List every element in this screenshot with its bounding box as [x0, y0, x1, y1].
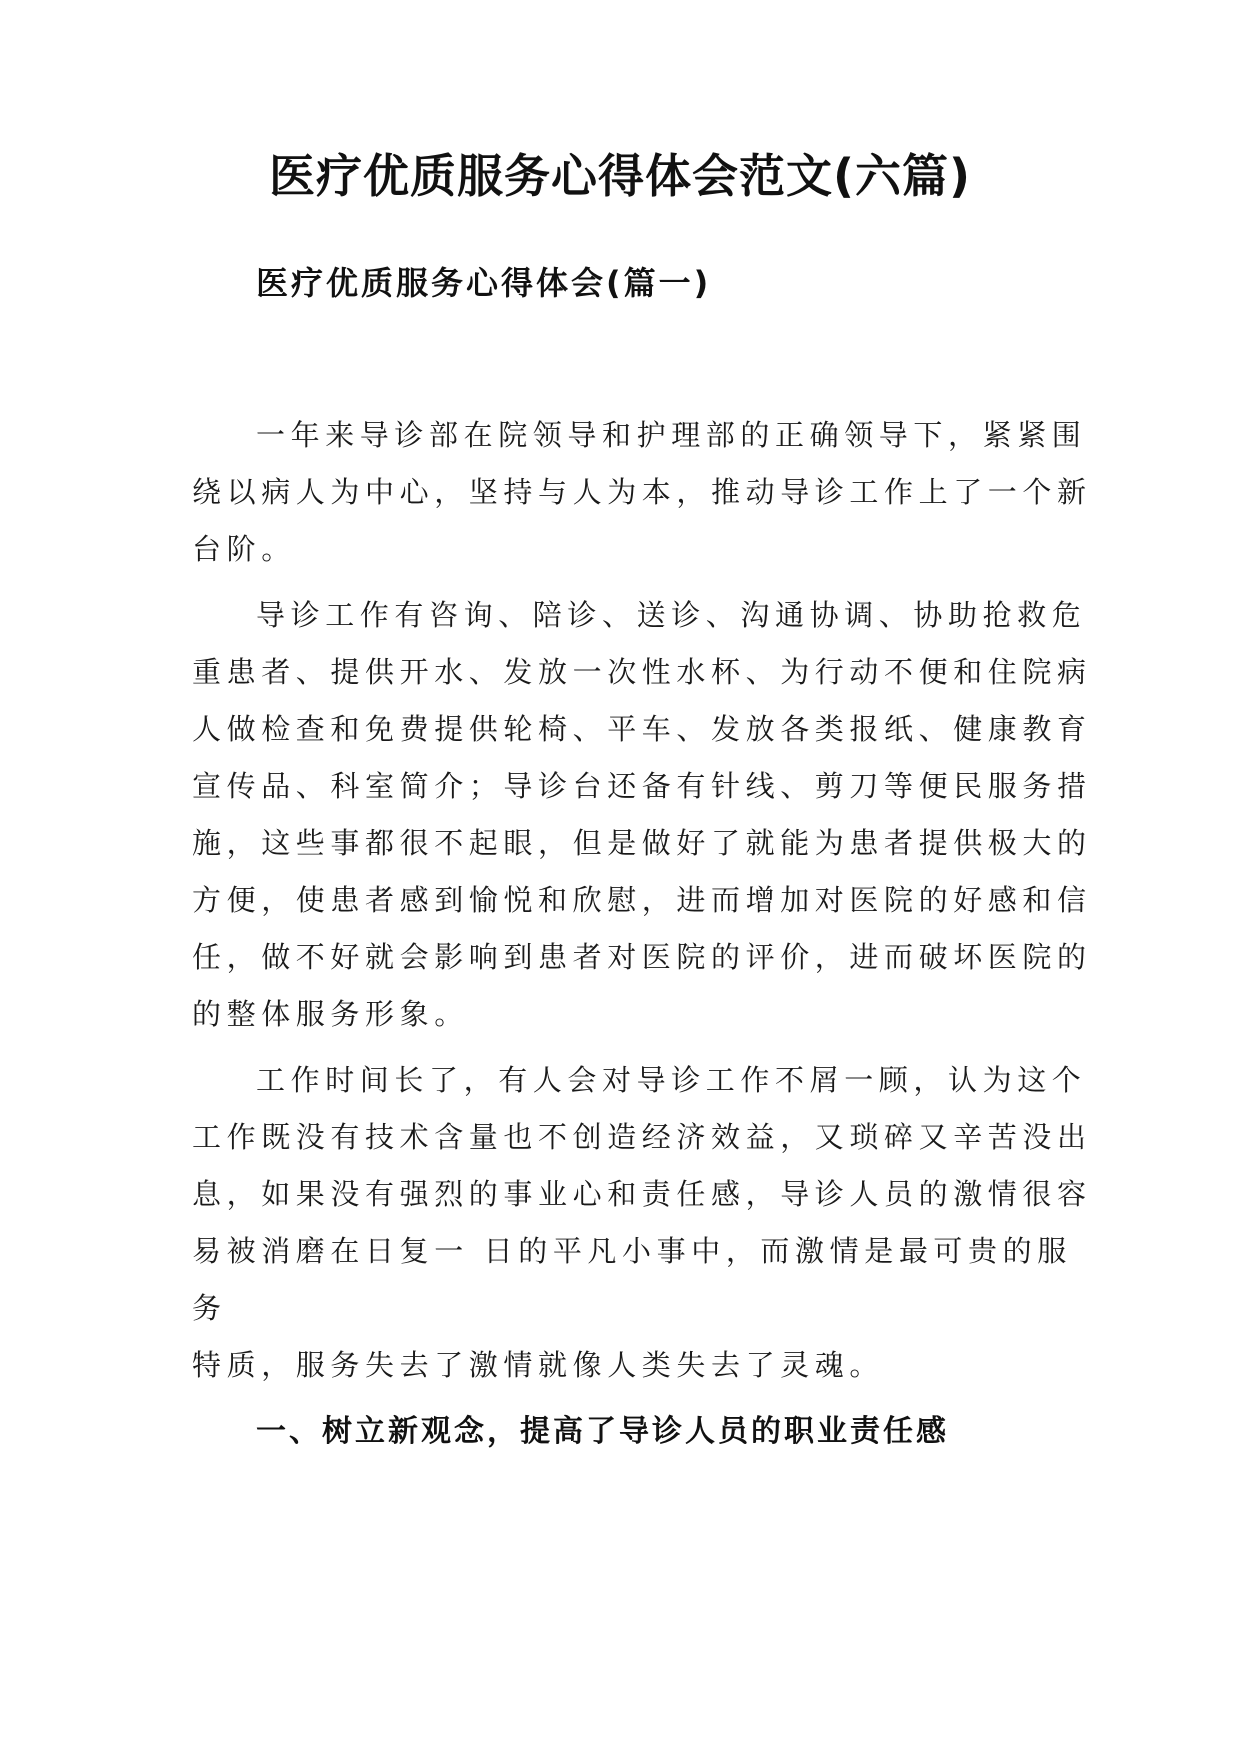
paragraph-line: 任，做不好就会影响到患者对医院的评价，进而破坏医院的: [192, 940, 1092, 974]
paragraph-line: 宣传品、科室简介；导诊台还备有针线、剪刀等便民服务措: [192, 769, 1092, 803]
paragraph-3: [192, 1052, 1092, 1394]
paragraph-line: 绕以病人为中心，坚持与人为本，推动导诊工作上了一个新: [192, 475, 1092, 509]
paragraph-line: 特质，服务失去了激情就像人类失去了灵魂。: [192, 1348, 885, 1382]
paragraph-line: 重患者、提供开水、发放一次性水杯、为行动不便和住院病: [192, 655, 1092, 689]
paragraph-line: 方便，使患者感到愉悦和欣慰，进而增加对医院的好感和信: [192, 883, 1092, 917]
section-title: 医疗优质服务心得体会(篇一): [256, 264, 712, 302]
paragraph-line: 工作既没有技术含量也不创造经济效益，又琐碎又辛苦没出: [192, 1120, 1092, 1154]
paragraph-line: 务: [192, 1291, 227, 1325]
paragraph-line: 工作时间长了，有人会对导诊工作不屑一顾，认为这个: [256, 1063, 1087, 1097]
document-title: 医疗优质服务心得体会范文(六篇): [268, 149, 972, 203]
paragraph-line: 一年来导诊部在院领导和护理部的正确领导下，紧紧围: [256, 418, 1087, 452]
document-body: [192, 407, 1092, 1460]
paragraph-line: 易被消磨在日复一 日的平凡小事中，而激情是最可贵的服: [192, 1234, 1072, 1268]
paragraph-2: [192, 587, 1092, 1043]
subheading: 一、树立新观念，提高了导诊人员的职业责任感: [256, 1414, 949, 1449]
paragraph-line: 施，这些事都很不起眼，但是做好了就能为患者提供极大的: [192, 826, 1092, 860]
paragraph-line: 导诊工作有咨询、陪诊、送诊、沟通协调、协助抢救危: [256, 598, 1087, 632]
paragraph-line: 的整体服务形象。: [192, 997, 469, 1031]
paragraph-1: [192, 407, 1092, 578]
paragraph-line: 台阶。: [192, 532, 296, 566]
paragraph-line: 息，如果没有强烈的事业心和责任感，导诊人员的激情很容: [192, 1177, 1092, 1211]
paragraph-line: 人做检查和免费提供轮椅、平车、发放各类报纸、健康教育: [192, 712, 1092, 746]
